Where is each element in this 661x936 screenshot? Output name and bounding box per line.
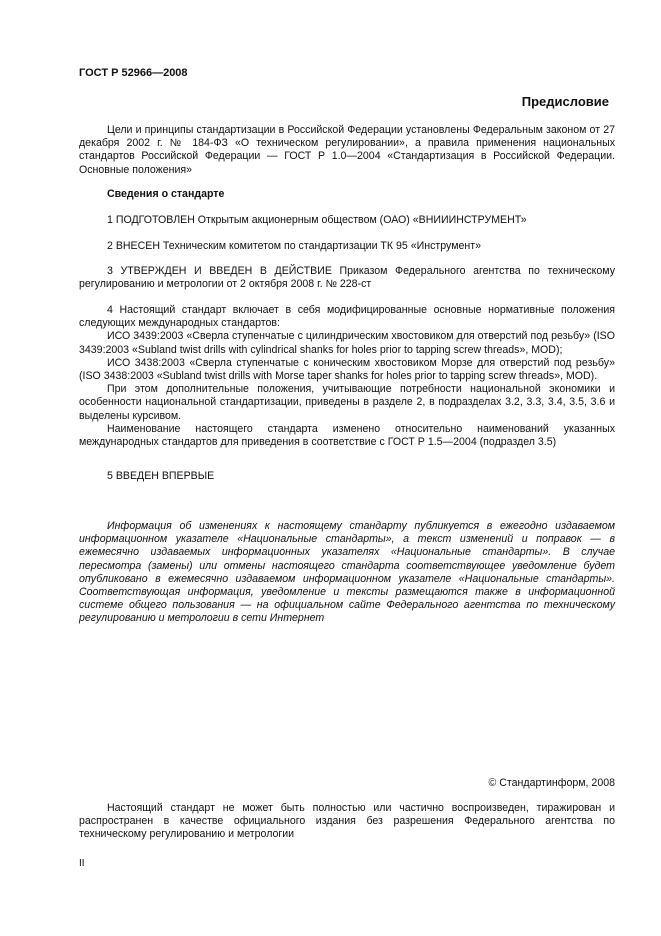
intro-block — [79, 124, 615, 177]
amendments-notice: Информация об изменениях к настоящему стандарту публикуется в ежегодно издаваемом информационном указателе «Национальные стандарты», а текст изменений и поправок — в ежемесячно издаваемых информационных указателях «Национальные стандарты». В случае пересмотра (замены) или отмены настоящего стандарта соответствующее уведомление будет опубликовано в ежемесячно издаваемом информационном указателе «Национальные стандарты». Соответствующая информация, уведомление и тексты размещаются также в информационной системе общего пользования — на официальном сайте Федерального агентства по техническому регулированию и метрологии в сети Интернет — [79, 520, 615, 625]
item-3: 3 УТВЕРЖДЕН И ВВЕДЕН В ДЕЙСТВИЕ Приказом Федерального агентства по техническому регулированию и метрологии от 2 октября 2008 г. № 228-ст — [79, 265, 615, 291]
item-2: 2 ВНЕСЕН Техническим комитетом по стандартизации ТК 95 «Инструмент» — [107, 240, 481, 252]
intro-paragraph: Цели и принципы стандартизации в Российской Федерации установлены Федеральным законом от 27 декабря 2002 г. № 184-ФЗ «О техническом регулировании», а правила применения национальных стандартов Российской Федерации — ГОСТ Р 1.0—2004 «Стандартизация в Российской Федерации. Основные положения» — [79, 124, 615, 176]
page-number: II — [79, 858, 85, 869]
item-4-iso-3438: ИСО 3438:2003 «Сверла ступенчатые с коническим хвостовиком Морзе для отверстий под резьбу» (ISO 3438:2003 «Subland twist drills with Morse taper shanks for holes prior to tapping screw threads», MOD). — [79, 356, 615, 383]
info-heading: Сведения о стандарте — [107, 188, 225, 200]
item-4-intro: 4 Настоящий стандарт включает в себя модифицированные основные нормативные положения следующих международных стандартов: — [79, 304, 615, 330]
copyright: © Стандартинформ, 2008 — [488, 777, 615, 789]
item-3-block — [79, 265, 615, 291]
page-title: Предисловие — [521, 94, 609, 109]
item-4-iso-3439: ИСО 3439:2003 «Сверла ступенчатые с цилиндрическим хвостовиком для отверстий под резьбу» (ISO 3439:2003 «Subland twist drills with cylindrical shanks for holes prior to tapping screw threads», MOD); — [79, 330, 615, 356]
item-5: 5 ВВЕДЕН ВПЕРВЫЕ — [107, 470, 215, 482]
notice-block — [79, 520, 615, 626]
info-heading-block — [79, 188, 615, 201]
item-4-name-change: Наименование настоящего стандарта изменено относительно наименований указанных международных стандартов для приведения в соответствие с ГОСТ Р 1.5—2004 (подраздел 3.5) — [79, 422, 615, 449]
item-2-block — [79, 240, 615, 253]
item-4-block — [79, 304, 615, 449]
item-1: 1 ПОДГОТОВЛЕН Открытым акционерным обществом (ОАО) «ВНИИИНСТРУМЕНТ» — [107, 214, 527, 226]
reproduction-block — [79, 802, 615, 842]
item-5-block — [79, 470, 615, 483]
reproduction-notice: Настоящий стандарт не может быть полностью или частично воспроизведен, тиражирован и распространен в качестве официального издания без разрешения Федерального агентства по техническому регулированию и метрологии — [79, 802, 615, 841]
standard-code: ГОСТ Р 52966—2008 — [79, 67, 188, 79]
item-1-block — [79, 214, 615, 227]
item-4-additional: При этом дополнительные положения, учитывающие потребности национальной экономики и особенности национальной стандартизации, приведены в разделе 2, в подразделах 3.2, 3.3, 3.4, 3.5, 3.6 и выделены курсивом. — [79, 383, 615, 422]
